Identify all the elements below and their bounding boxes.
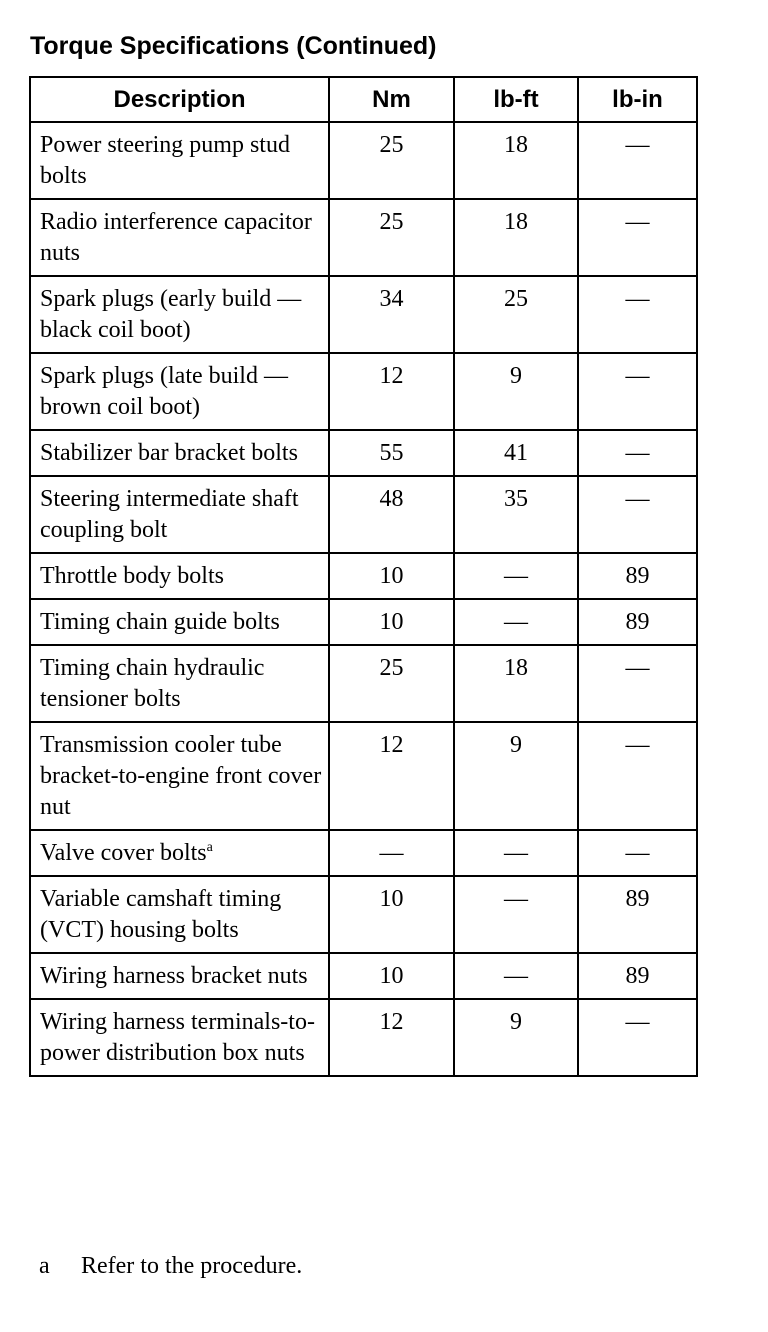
cell-nm: 34 [329,276,454,353]
cell-description [30,953,329,999]
cell-lb-in: — [578,276,697,353]
table-row [30,953,697,999]
cell-lb-ft: 18 [454,122,578,199]
cell-description [30,645,329,722]
cell-nm: — [329,830,454,876]
cell-description [30,353,329,430]
cell-lb-ft: 9 [454,999,578,1076]
cell-description [30,476,329,553]
cell-description [30,722,329,830]
cell-lb-ft: 9 [454,722,578,830]
torque-spec-table [29,76,698,1077]
cell-lb-in: — [578,353,697,430]
cell-description [30,553,329,599]
cell-nm: 10 [329,553,454,599]
table-row [30,476,697,553]
table-row [30,199,697,276]
description-text: Variable camshaft timing (VCT) housing bolts [40,886,282,943]
table-row [30,645,697,722]
description-text: Spark plugs (late build — brown coil boot) [40,363,288,420]
header-lb-ft: lb-ft [454,77,578,122]
table-row [30,276,697,353]
cell-nm: 48 [329,476,454,553]
header-description: Description [30,77,329,122]
cell-lb-in: 89 [578,953,697,999]
footnote-reference: a [206,840,213,855]
cell-nm: 25 [329,645,454,722]
cell-nm: 12 [329,722,454,830]
cell-lb-in: — [578,122,697,199]
cell-lb-in: — [578,722,697,830]
description-text: Throttle body bolts [40,563,224,589]
cell-nm: 25 [329,122,454,199]
table-body [30,122,697,1076]
cell-nm: 10 [329,876,454,953]
cell-lb-ft: 41 [454,430,578,476]
cell-lb-ft: 18 [454,645,578,722]
cell-lb-ft: — [454,953,578,999]
cell-lb-ft: 25 [454,276,578,353]
cell-lb-ft: — [454,876,578,953]
description-text: Power steering pump stud bolts [40,132,290,189]
table-row [30,876,697,953]
footnote [39,1250,302,1282]
cell-description [30,999,329,1076]
cell-description [30,876,329,953]
table-row [30,430,697,476]
header-nm: Nm [329,77,454,122]
table-header-row [30,77,697,122]
cell-lb-ft: — [454,830,578,876]
table-row [30,830,697,876]
cell-lb-ft: — [454,553,578,599]
table-row [30,353,697,430]
description-text: Timing chain hydraulic tensioner bolts [40,655,265,712]
cell-nm: 12 [329,353,454,430]
cell-lb-ft: — [454,599,578,645]
cell-description [30,276,329,353]
table-row [30,599,697,645]
description-text: Spark plugs (early build — black coil boot) [40,286,302,343]
description-text: Timing chain guide bolts [40,609,280,635]
cell-description [30,430,329,476]
description-text: Stabilizer bar bracket bolts [40,440,298,466]
cell-lb-in: 89 [578,553,697,599]
cell-lb-in: — [578,199,697,276]
cell-lb-in: — [578,430,697,476]
description-text: Radio interference capacitor nuts [40,209,312,266]
table-row [30,722,697,830]
cell-lb-ft: 35 [454,476,578,553]
cell-lb-ft: 18 [454,199,578,276]
page-title: Torque Specifications (Continued) [30,32,437,60]
cell-lb-in: 89 [578,876,697,953]
table-row [30,122,697,199]
cell-lb-in: — [578,476,697,553]
description-text: Transmission cooler tube bracket-to-engine front cover nut [40,732,322,820]
cell-description [30,830,329,876]
cell-description [30,199,329,276]
cell-lb-in: 89 [578,599,697,645]
cell-lb-in: — [578,830,697,876]
cell-nm: 12 [329,999,454,1076]
description-text: Steering intermediate shaft coupling bolt [40,486,299,543]
header-lb-in: lb-in [578,77,697,122]
cell-nm: 10 [329,599,454,645]
footnote-text: Refer to the procedure. [81,1253,303,1279]
cell-nm: 10 [329,953,454,999]
table-row [30,999,697,1076]
description-text: Wiring harness bracket nuts [40,963,308,989]
cell-lb-in: — [578,999,697,1076]
description-text: Wiring harness terminals-to-power distribution box nuts [40,1009,315,1066]
cell-lb-in: — [578,645,697,722]
cell-description [30,599,329,645]
cell-lb-ft: 9 [454,353,578,430]
cell-nm: 55 [329,430,454,476]
description-text: Valve cover bolts [40,840,207,866]
cell-description [30,122,329,199]
table-row [30,553,697,599]
footnote-mark: a [39,1253,50,1279]
cell-nm: 25 [329,199,454,276]
